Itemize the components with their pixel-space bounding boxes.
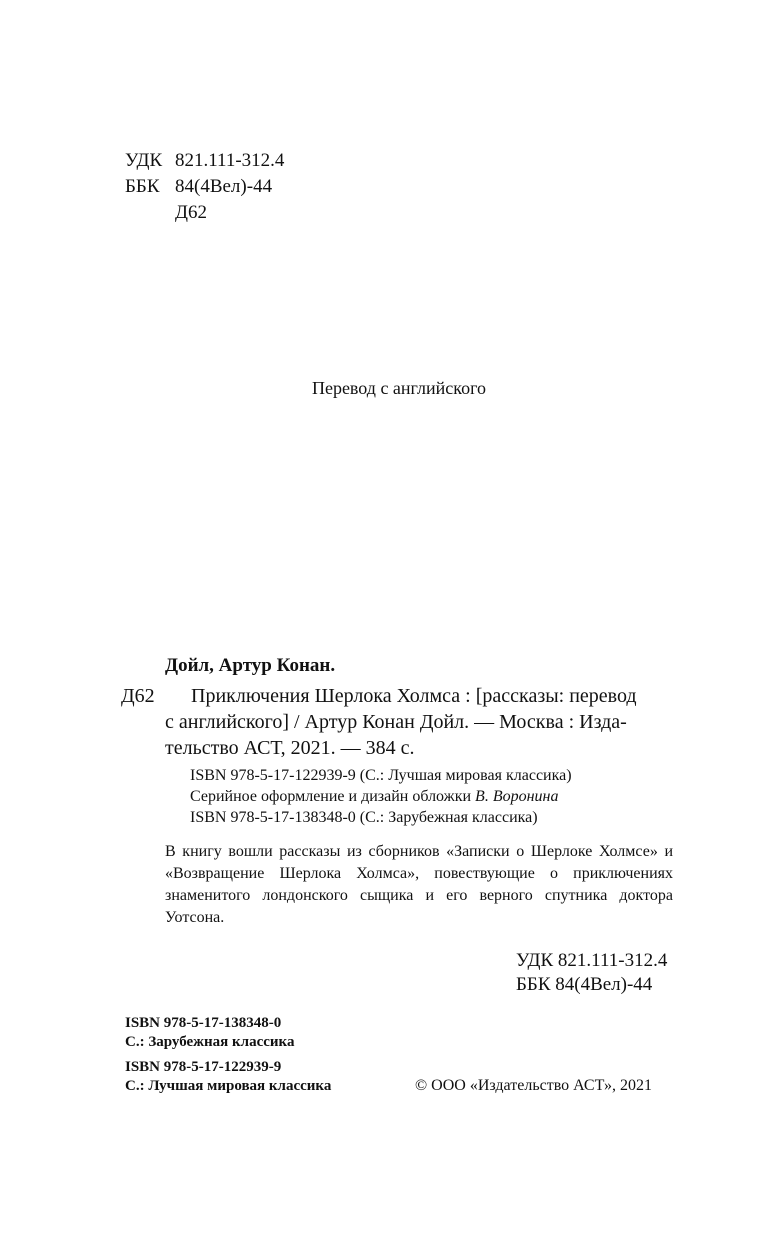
description-line-3: тельство АСТ, 2021. — 384 с. <box>165 737 415 759</box>
design-credit <box>190 786 558 808</box>
description-line-2: с английского] / Артур Конан Дойл. — Москва : Изда- <box>165 711 627 733</box>
record-sign: Д62 <box>121 685 155 707</box>
annotation: В книгу вошли рассказы из сборников «Записки о Шерлоке Холмсе» и «Возвращение Шерлока Холмса», повествующие о приключениях знаменитого лондонского сыщика и его верного спутника доктора Уотсона. <box>165 843 673 926</box>
udk-value: 821.111-312.4 <box>175 150 285 171</box>
author-heading: Дойл, Артур Конан. <box>165 655 336 676</box>
isbn-a: ISBN 978-5-17-138348-0 <box>125 1015 282 1031</box>
translation-note: Перевод с английского <box>311 378 487 398</box>
description-line-1: Приключения Шерлока Холмса : [рассказы: перевод <box>191 685 637 707</box>
isbn-line-1: ISBN 978-5-17-122939-9 (С.: Лучшая мировая классика) <box>190 767 572 784</box>
series-b: С.: Лучшая мировая классика <box>125 1078 332 1094</box>
udk-right: УДК 821.111-312.4 <box>516 950 668 971</box>
udk-code <box>125 148 284 174</box>
copyright: © ООО «Издательство АСТ», 2021 <box>415 1077 652 1094</box>
author-sign: Д62 <box>175 202 207 223</box>
udk-label: УДК <box>125 150 163 171</box>
bbk-label: ББК <box>125 176 160 197</box>
designer-name: В. Воронина <box>475 788 559 805</box>
bbk-right: ББК 84(4Вел)-44 <box>516 974 653 995</box>
design-credit-text: Серийное оформление и дизайн обложки <box>190 788 476 805</box>
series-a: С.: Зарубежная классика <box>125 1034 295 1050</box>
isbn-line-2: ISBN 978-5-17-138348-0 (С.: Зарубежная классика) <box>190 809 538 826</box>
bbk-value: 84(4Вел)-44 <box>175 176 273 197</box>
bbk-code <box>125 174 272 200</box>
isbn-b: ISBN 978-5-17-122939-9 <box>125 1059 282 1075</box>
